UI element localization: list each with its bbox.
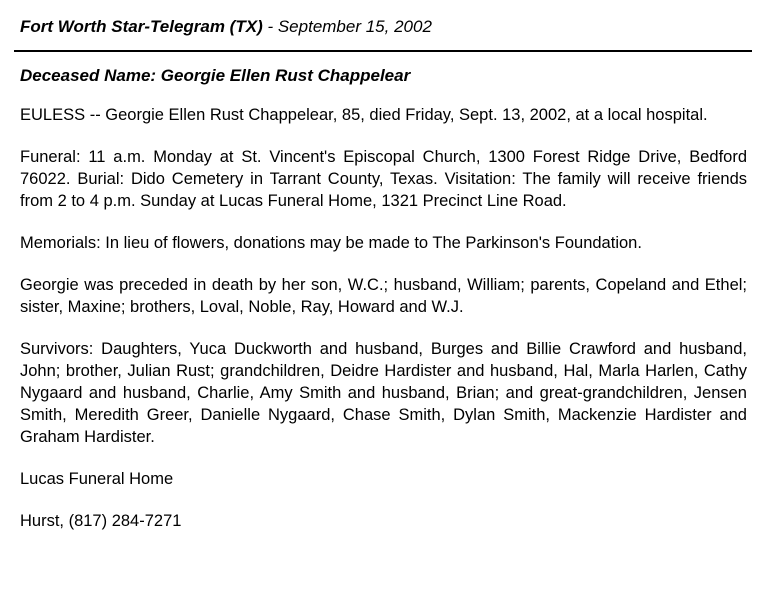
paragraph-funeral: Funeral: 11 a.m. Monday at St. Vincent's Episcopal Church, 1300 Forest Ridge Drive, Bedford 76022. Burial: Dido Cemetery in Tarrant County, Texas. Visitation: The family will receive friends from 2 to 4 p.m. Sunday at Lucas Funeral Home, 1321 Precinct Line Road. — [20, 148, 747, 210]
funeral-home-contact: Hurst, (817) 284-7271 — [20, 512, 182, 530]
funeral-home-name: Lucas Funeral Home — [20, 470, 174, 488]
paragraph-memorials: Memorials: In lieu of flowers, donations may be made to The Parkinson's Foundation. — [20, 234, 642, 252]
paragraph-death-notice: EULESS -- Georgie Ellen Rust Chappelear, 85, died Friday, Sept. 13, 2002, at a local hospital. — [20, 106, 708, 124]
article-header — [20, 17, 432, 37]
publication-name: Fort Worth Star-Telegram (TX) — [20, 17, 263, 36]
header-separator: - — [262, 17, 278, 36]
deceased-name-heading: Deceased Name: Georgie Ellen Rust Chappelear — [20, 66, 411, 85]
paragraph-preceded: Georgie was preceded in death by her son, W.C.; husband, William; parents, Copeland and Ethel; sister, Maxine; brothers, Loval, Noble, Ray, Howard and W.J. — [20, 276, 747, 316]
obituary-body — [20, 104, 747, 552]
paragraph-survivors: Survivors: Daughters, Yuca Duckworth and husband, Burges and Billie Crawford and husband, John; brother, Julian Rust; grandchildren, Deidre Hardister and husband, Hal, Marla Harlen, Cathy Nygaard and husband, Charlie, Amy Smith and husband, Brian; and great-grandchildren, Jensen Smith, Meredith Greer, Danielle Nygaard, Chase Smith, Dylan Smith, Mackenzie Hardister and Graham Hardister. — [20, 340, 747, 446]
publication-date: September 15, 2002 — [277, 17, 432, 36]
header-divider — [14, 50, 752, 52]
